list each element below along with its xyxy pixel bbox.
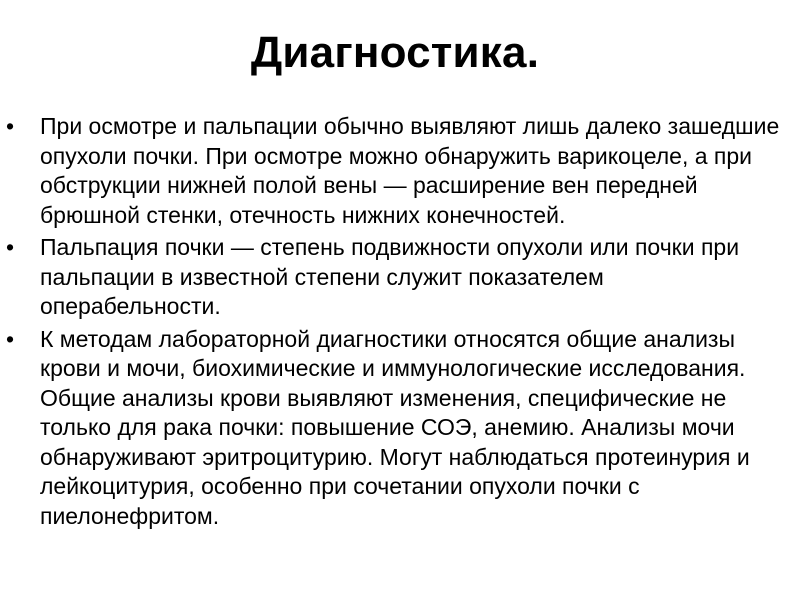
bullet-dot-icon: • (6, 325, 15, 352)
bullet-text-examination: При осмотре и пальпации обычно выявляют лишь далеко зашедшие опухоли почки. При осмотре можно обнаружить варикоцеле, а при обструкции нижней полой вены — расширение вен передней брюшной стенки, отечность нижних конечностей. (40, 113, 780, 228)
bullet-dot-icon: • (6, 113, 15, 139)
bullet-text-lab-diagnostics: К методам лабораторной диагностики относятся общие анализы крови и мочи, биохимические и иммунологические исследования. Общие анализы крови выявляют изменения, специфические не только для рака почки: повышение СОЭ, анемию. Анализы мочи обнаруживают эритроцитурию. Могут наблюдаться протеинурия и лейкоцитурия, особенно при сочетании опухоли почки с пиелонефритом. (40, 325, 750, 529)
bullet-item (0, 233, 800, 322)
slide-title: Диагностика. (250, 28, 540, 77)
bullet-item (0, 325, 800, 532)
bullet-text-palpation: Пальпация почки — степень подвижности опухоли или почки при пальпации в известной степени служит показателем операбельности. (40, 234, 740, 319)
bullet-list (0, 112, 800, 534)
bullet-dot-icon: • (6, 234, 15, 260)
bullet-item (0, 112, 800, 230)
